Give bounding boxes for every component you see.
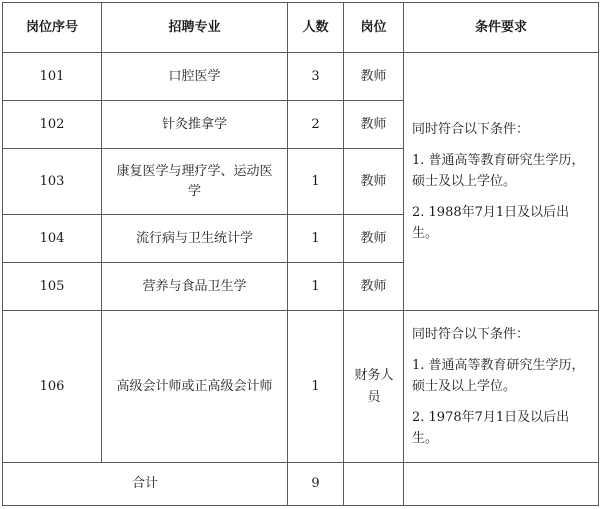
total-empty-cell bbox=[404, 463, 599, 506]
recruitment-table bbox=[2, 2, 599, 506]
total-empty-cell bbox=[344, 463, 404, 506]
post-number-cell: 106 bbox=[3, 311, 102, 463]
header-post-number: 岗位序号 bbox=[3, 3, 102, 53]
requirements-item-education: 1. 普通高等教育研究生学历，硕士及以上学位。 bbox=[412, 358, 585, 394]
major-cell: 流行病与卫生统计学 bbox=[102, 215, 288, 263]
major-text: 康复医学与理疗学、运动医学 bbox=[116, 163, 273, 199]
post-text: 财务人员 bbox=[354, 367, 394, 405]
header-count: 人数 bbox=[288, 3, 344, 53]
requirements-cell-teachers bbox=[404, 53, 599, 311]
post-cell: 教师 bbox=[344, 53, 404, 101]
post-number-cell: 103 bbox=[3, 149, 102, 215]
count-cell: 1 bbox=[288, 149, 344, 215]
requirements-intro: 同时符合以下条件： bbox=[412, 122, 530, 137]
requirements-item-birthdate: 2. 1988年7月1日及以后出生。 bbox=[412, 205, 570, 241]
major-cell: 口腔医学 bbox=[102, 53, 288, 101]
post-cell bbox=[344, 311, 404, 463]
post-number-cell: 104 bbox=[3, 215, 102, 263]
header-row bbox=[3, 3, 599, 53]
post-number-cell: 105 bbox=[3, 263, 102, 311]
requirements-cell-finance bbox=[404, 311, 599, 463]
post-cell: 教师 bbox=[344, 215, 404, 263]
requirements-item-education: 1. 普通高等教育研究生学历，硕士及以上学位。 bbox=[412, 153, 585, 189]
major-cell: 营养与食品卫生学 bbox=[102, 263, 288, 311]
table-row bbox=[3, 53, 599, 101]
count-cell: 1 bbox=[288, 311, 344, 463]
post-cell: 教师 bbox=[344, 149, 404, 215]
table-row bbox=[3, 311, 599, 463]
header-major: 招聘专业 bbox=[102, 3, 288, 53]
total-count: 9 bbox=[288, 463, 344, 506]
post-number-cell: 101 bbox=[3, 53, 102, 101]
major-cell: 高级会计师或正高级会计师 bbox=[102, 311, 288, 463]
count-cell: 2 bbox=[288, 101, 344, 149]
total-row bbox=[3, 463, 599, 506]
post-cell: 教师 bbox=[344, 101, 404, 149]
post-number-cell: 102 bbox=[3, 101, 102, 149]
requirements-intro: 同时符合以下条件： bbox=[412, 327, 530, 342]
count-cell: 1 bbox=[288, 215, 344, 263]
major-cell: 针灸推拿学 bbox=[102, 101, 288, 149]
header-post: 岗位 bbox=[344, 3, 404, 53]
count-cell: 3 bbox=[288, 53, 344, 101]
post-cell: 教师 bbox=[344, 263, 404, 311]
requirements-item-birthdate: 2. 1978年7月1日及以后出生。 bbox=[412, 410, 570, 446]
major-cell bbox=[102, 149, 288, 215]
total-label: 合计 bbox=[3, 463, 288, 506]
count-cell: 1 bbox=[288, 263, 344, 311]
header-requirements: 条件要求 bbox=[404, 3, 599, 53]
